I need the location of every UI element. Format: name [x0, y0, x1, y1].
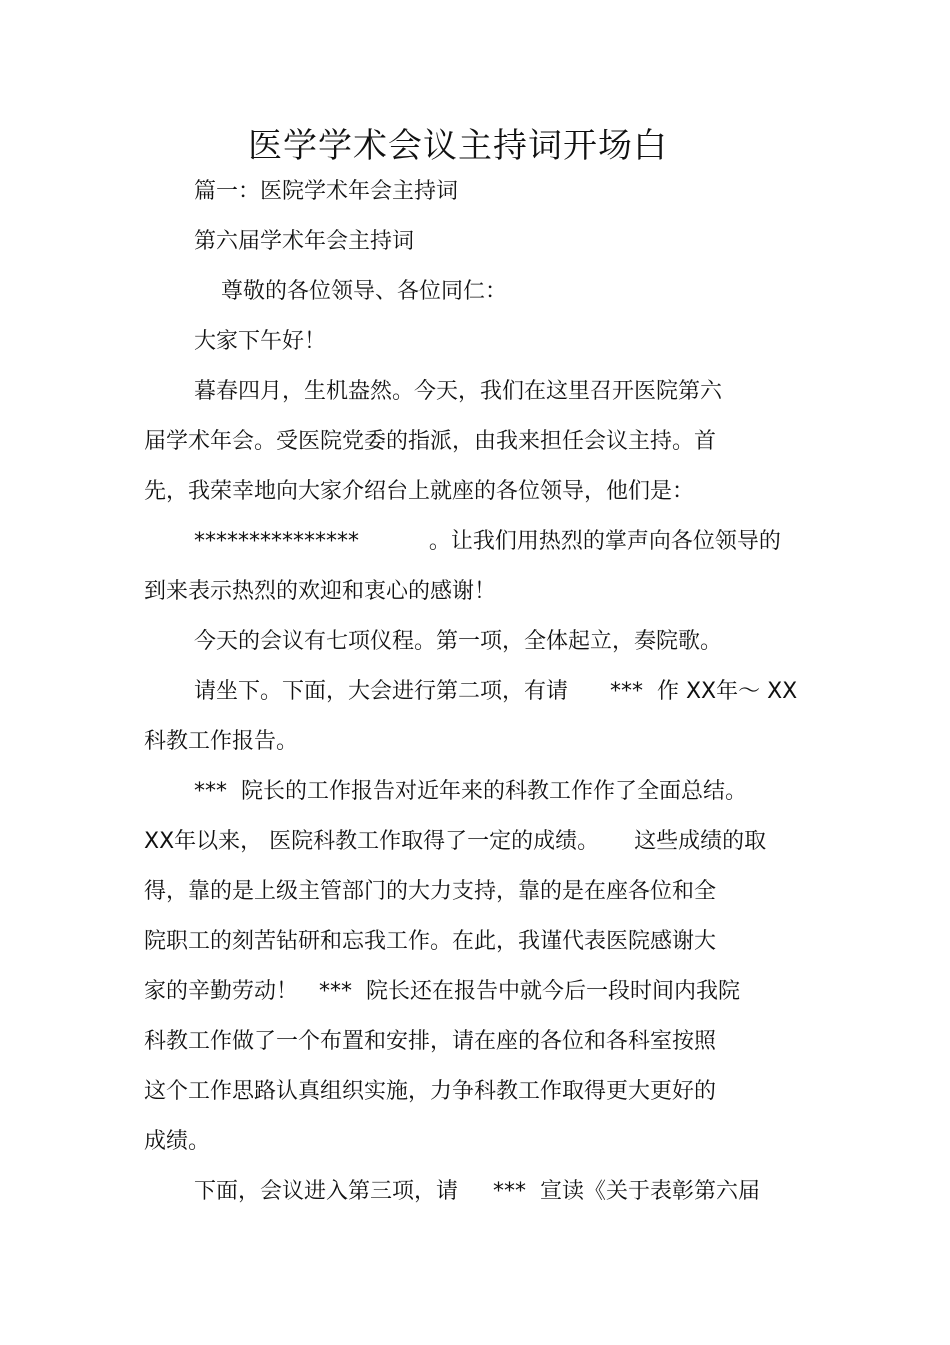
paragraph-line: 请坐下。下面，大会进行第二项，有请 *** 作 XX年～ XX: [194, 679, 798, 704]
paragraph-line: 得，靠的是上级主管部门的大力支持，靠的是在座各位和全: [144, 879, 717, 904]
paragraph-line: 科教工作报告。: [144, 729, 299, 754]
subtitle: 第六届学术年会主持词: [194, 229, 415, 254]
document-title: 医学学术会议主持词开场白: [248, 126, 668, 166]
paragraph-line: 院职工的刻苦钻研和忘我工作。在此，我谨代表医院感谢大: [144, 929, 717, 954]
paragraph-line: 暮春四月，生机盎然。今天，我们在这里召开医院第六: [194, 379, 723, 404]
paragraph-line: 下面，会议进入第三项，请 *** 宣读《关于表彰第六届: [194, 1179, 760, 1204]
paragraph-line: 成绩。: [144, 1129, 211, 1154]
section-heading: 篇一：医院学术年会主持词: [194, 179, 459, 204]
paragraph-line: 届学术年会。受医院党委的指派，由我来担任会议主持。首: [144, 429, 717, 454]
paragraph-line: 这个工作思路认真组织实施，力争科教工作取得更大更好的: [144, 1079, 717, 1104]
greeting: 大家下午好！: [194, 329, 327, 354]
paragraph-line: *************** 。让我们用热烈的掌声向各位领导的: [194, 529, 781, 554]
paragraph-line: 到来表示热烈的欢迎和衷心的感谢！: [144, 579, 497, 604]
paragraph-line: 科教工作做了一个布置和安排，请在座的各位和各科室按照: [144, 1029, 717, 1054]
paragraph-line: 今天的会议有七项仪程。第一项，全体起立，奏院歌。: [194, 629, 723, 654]
salutation: 尊敬的各位领导、各位同仁：: [221, 279, 508, 304]
paragraph-line: 家的辛勤劳动！ *** 院长还在报告中就今后一段时间内我院: [144, 979, 740, 1004]
paragraph-line: *** 院长的工作报告对近年来的科教工作作了全面总结。: [194, 779, 747, 804]
paragraph-line: 先，我荣幸地向大家介绍台上就座的各位领导，他们是：: [144, 479, 695, 504]
paragraph-line: XX年以来， 医院科教工作取得了一定的成绩。 这些成绩的取: [144, 829, 767, 854]
